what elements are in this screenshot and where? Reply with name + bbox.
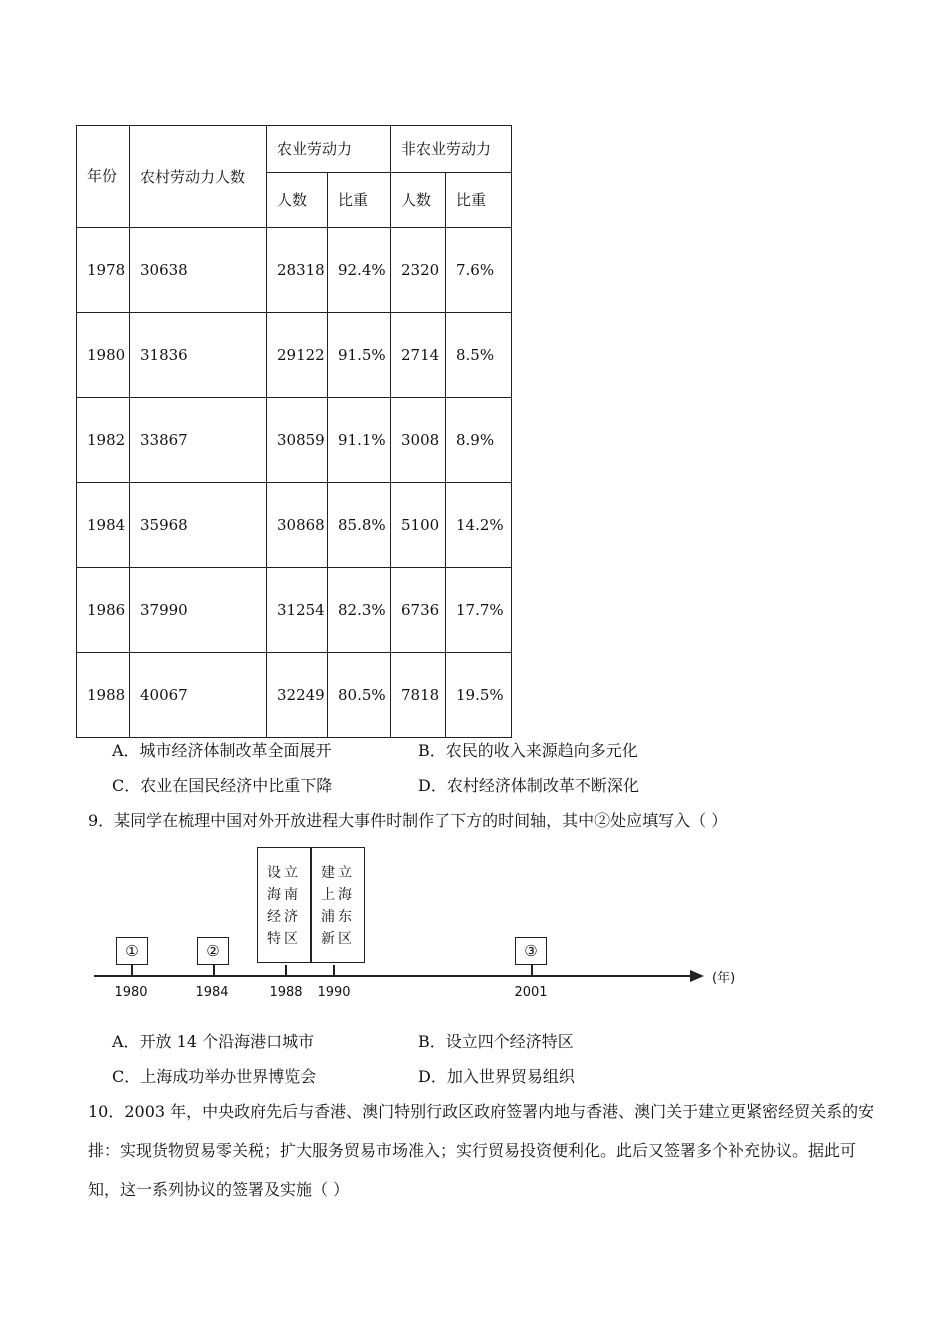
cell-agri-share: 92.4% — [328, 228, 391, 313]
table-row — [77, 568, 512, 653]
cell-nonagri-count: 5100 — [391, 483, 446, 568]
cell-nonagri-share: 8.9% — [446, 398, 512, 483]
tick-1990 — [333, 965, 335, 976]
cell-rural: 30638 — [130, 228, 267, 313]
cell-year: 1978 — [77, 228, 130, 313]
year-label: 1984 — [195, 985, 229, 1000]
cell-agri-share: 82.3% — [328, 568, 391, 653]
cell-agri-share: 80.5% — [328, 653, 391, 738]
event-1990: 建立上海浦东新区 — [311, 847, 365, 963]
table-row — [77, 653, 512, 738]
cell-rural: 37990 — [130, 568, 267, 653]
q8-option-d[interactable]: D．农村经济体制改革不断深化 — [418, 776, 639, 795]
cell-nonagri-count: 2320 — [391, 228, 446, 313]
labor-table — [76, 125, 512, 738]
marker-2: ② — [197, 937, 229, 965]
axis-unit: (年) — [712, 971, 736, 986]
cell-agri-count: 32249 — [267, 653, 328, 738]
timeline-figure — [90, 845, 750, 1005]
cell-nonagri-share: 8.5% — [446, 313, 512, 398]
tick-1988 — [285, 965, 287, 976]
header-agri: 农业劳动力 — [267, 126, 391, 173]
q9-option-a[interactable]: A．开放 14 个沿海港口城市 — [112, 1032, 315, 1051]
header-year: 年份 — [77, 126, 130, 228]
q9-option-b[interactable]: B．设立四个经济特区 — [418, 1032, 574, 1051]
cell-year: 1988 — [77, 653, 130, 738]
table-row — [77, 398, 512, 483]
year-label: 1988 — [269, 985, 303, 1000]
q8-option-c[interactable]: C．农业在国民经济中比重下降 — [112, 776, 333, 795]
cell-agri-share: 91.1% — [328, 398, 391, 483]
cell-agri-count: 31254 — [267, 568, 328, 653]
table-row — [77, 313, 512, 398]
cell-nonagri-count: 3008 — [391, 398, 446, 483]
cell-agri-share: 85.8% — [328, 483, 391, 568]
cell-rural: 33867 — [130, 398, 267, 483]
header-nonagri-count: 人数 — [391, 173, 446, 228]
tick-1980 — [131, 965, 133, 976]
cell-rural: 31836 — [130, 313, 267, 398]
cell-nonagri-count: 2714 — [391, 313, 446, 398]
year-label: 1980 — [114, 985, 148, 1000]
q9-option-c[interactable]: C．上海成功举办世界博览会 — [112, 1067, 317, 1086]
timeline-axis — [94, 975, 694, 977]
cell-nonagri-count: 6736 — [391, 568, 446, 653]
cell-nonagri-share: 14.2% — [446, 483, 512, 568]
q10-stem: 10．2003 年，中央政府先后与香港、澳门特别行政区政府签署内地与香港、澳门关于建立更紧密经贸关系的安排：实现货物贸易零关税；扩大服务贸易市场准入；实行贸易投资便利化。此后又签署多个补充协议。据此可知，这一系列协议的签署及实施（ ） — [88, 1102, 875, 1199]
cell-agri-share: 91.5% — [328, 313, 391, 398]
header-nonagri-share: 比重 — [446, 173, 512, 228]
cell-nonagri-share: 19.5% — [446, 653, 512, 738]
year-label: 1990 — [317, 985, 351, 1000]
table-row — [77, 483, 512, 568]
event-1988: 设立海南经济特区 — [257, 847, 311, 963]
cell-agri-count: 28318 — [267, 228, 328, 313]
q9-stem: 9．某同学在梳理中国对外开放进程大事件时制作了下方的时间轴，其中②处应填写入（ ） — [88, 811, 728, 830]
marker-3: ③ — [515, 937, 547, 965]
table-row — [77, 228, 512, 313]
year-label: 2001 — [514, 985, 548, 1000]
cell-rural: 40067 — [130, 653, 267, 738]
axis-arrow-icon — [690, 970, 704, 982]
header-agri-count: 人数 — [267, 173, 328, 228]
cell-year: 1980 — [77, 313, 130, 398]
marker-1: ① — [116, 937, 148, 965]
q9-option-d[interactable]: D．加入世界贸易组织 — [418, 1067, 575, 1086]
tick-1984 — [213, 965, 215, 976]
cell-agri-count: 30859 — [267, 398, 328, 483]
header-agri-share: 比重 — [328, 173, 391, 228]
q8-option-a[interactable]: A．城市经济体制改革全面展开 — [112, 741, 332, 760]
tick-2001 — [531, 965, 533, 976]
cell-nonagri-share: 17.7% — [446, 568, 512, 653]
cell-year: 1984 — [77, 483, 130, 568]
cell-nonagri-share: 7.6% — [446, 228, 512, 313]
header-nonagri: 非农业劳动力 — [391, 126, 512, 173]
cell-agri-count: 29122 — [267, 313, 328, 398]
cell-year: 1982 — [77, 398, 130, 483]
q8-option-b[interactable]: B．农民的收入来源趋向多元化 — [418, 741, 638, 760]
cell-rural: 35968 — [130, 483, 267, 568]
cell-agri-count: 30868 — [267, 483, 328, 568]
header-rural-labor: 农村劳动力人数 — [130, 126, 267, 228]
cell-year: 1986 — [77, 568, 130, 653]
cell-nonagri-count: 7818 — [391, 653, 446, 738]
